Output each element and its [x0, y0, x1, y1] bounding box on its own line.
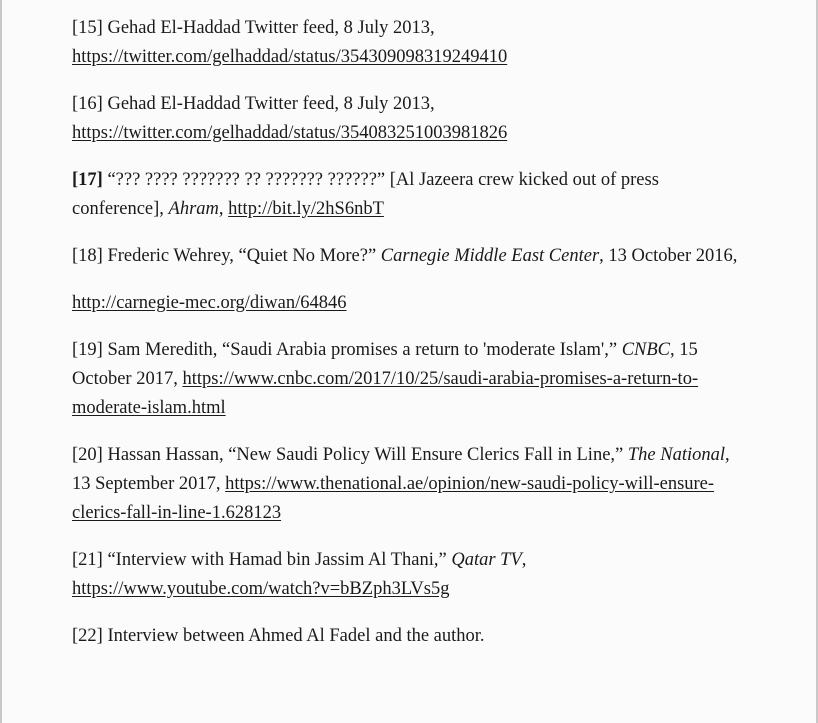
endnote-21: [72, 546, 752, 604]
endnote-text: Hassan Hassan, “New Saudi Policy Will Ensure Clerics Fall in Line,”: [102, 445, 628, 465]
endnote-link[interactable]: https://twitter.com/gelhaddad/status/354083251003981826: [72, 123, 508, 143]
endnote-link[interactable]: https://www.cnbc.com/2017/10/25/saudi-arabia-promises-a-return-to-moderate-islam.html: [72, 369, 699, 418]
endnote-number: [22]: [72, 626, 103, 646]
endnote-text: Frederic Wehrey, “Quiet No More?”: [102, 246, 381, 266]
endnote-number: [17]: [72, 170, 103, 190]
endnote-text: , 15 October 2017,: [72, 340, 698, 389]
endnote-text: “Interview with Hamad bin Jassim Al Thani,”: [102, 550, 452, 570]
endnote-source: Carnegie Middle East Center: [380, 246, 600, 266]
endnote-source: CNBC: [621, 340, 671, 360]
endnote-text: ,: [521, 550, 527, 570]
endnote-17: [72, 166, 752, 224]
endnote-source: The National: [627, 445, 726, 465]
endnote-18: [72, 242, 752, 271]
endnote-text: Gehad El-Haddad Twitter feed, 8 July 2013,: [102, 18, 435, 38]
endnote-text: ,: [218, 199, 229, 219]
endnote-link[interactable]: http://bit.ly/2hS6nbT: [228, 199, 384, 219]
endnote-number: [19]: [72, 340, 103, 360]
endnote-15: [72, 14, 752, 72]
endnote-text: “??? ???? ??????? ?? ??????? ??????” [Al Jazeera crew kicked out of press conference],: [72, 170, 659, 219]
endnote-text: Gehad El-Haddad Twitter feed, 8 July 2013,: [102, 94, 435, 114]
endnote-source: Ahram: [168, 199, 219, 219]
endnote-number: [15]: [72, 18, 103, 38]
endnote-link[interactable]: https://twitter.com/gelhaddad/status/354309098319249410: [72, 47, 508, 67]
endnote-link[interactable]: http://carnegie-mec.org/diwan/64846: [72, 293, 347, 313]
endnote-link[interactable]: https://www.youtube.com/watch?v=bBZph3LVs5g: [72, 579, 450, 599]
endnote-text: , 13 October 2016,: [599, 246, 738, 266]
endnote-text: Interview between Ahmed Al Fadel and the author.: [102, 626, 485, 646]
endnote-link[interactable]: https://www.thenational.ae/opinion/new-saudi-policy-will-ensure-clerics-fall-in-line-1.628123: [72, 474, 715, 523]
endnote-number: [20]: [72, 445, 103, 465]
endnote-number: [21]: [72, 550, 103, 570]
endnote-19: [72, 336, 752, 423]
endnote-number: [16]: [72, 94, 103, 114]
endnote-22: [72, 622, 752, 651]
endnote-source: Qatar TV: [451, 550, 522, 570]
endnote-number: [18]: [72, 246, 103, 266]
endnote-text: Sam Meredith, “Saudi Arabia promises a return to 'moderate Islam',”: [102, 340, 622, 360]
endnote-16: [72, 90, 752, 148]
endnote-18-link-paragraph: [72, 289, 752, 318]
endnote-20: [72, 441, 752, 528]
endnotes-list: [72, 14, 752, 669]
endnote-text: , 13 September 2017,: [72, 445, 730, 494]
